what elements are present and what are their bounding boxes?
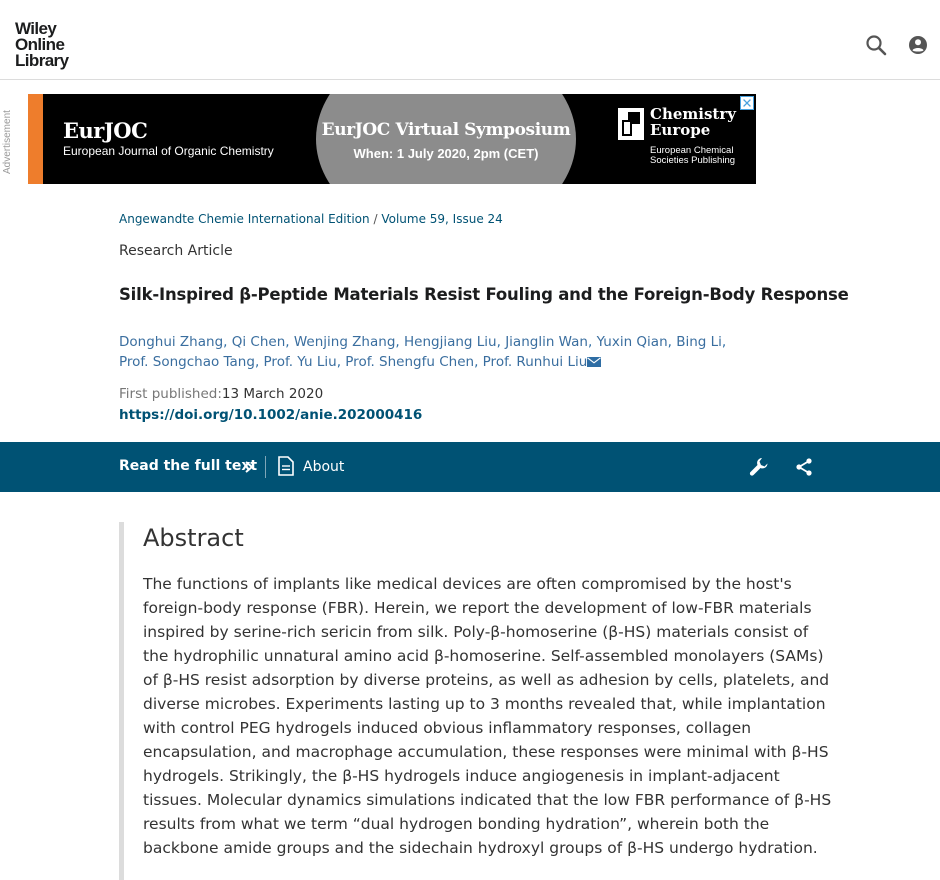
article-title: Silk-Inspired β-Peptide Materials Resist Fouling and the Foreign-Body Response	[119, 285, 849, 304]
ad-event-title: EurJOC Virtual Symposium	[321, 120, 571, 140]
share-icon[interactable]	[794, 457, 814, 477]
breadcrumb-issue-link[interactable]: Volume 59, Issue 24	[381, 212, 503, 226]
advertisement-label: Advertisement	[2, 110, 13, 174]
corresponding-author-mail-icon[interactable]	[587, 357, 601, 367]
author-link[interactable]: Qi Chen	[231, 334, 286, 350]
wiley-online-library-logo[interactable]	[15, 21, 68, 69]
ad-event-date: When: 1 July 2020, 2pm (CET)	[353, 146, 539, 161]
author-link[interactable]: Yuxin Qian	[596, 334, 668, 350]
abstract-text: The functions of implants like medical devices are often compromised by the host's foreign-body response (FBR). Herein, we report the development of low-FBR materials inspired by serine-rich sericin from silk. Poly-β-homoserine (β-HS) materials consist of the hydrophilic unnatural amino acid β-homoserine. Self-assembled monolayers (SAMs) of β-HS resist adsorption by diverse proteins, as well as adhesion by cells, platelets, and diverse microbes. Experiments lasting up to 3 months revealed that, while implantation with control PEG hydrogels induced obvious inflammatory responses, collagen encapsulation, and macrophage accumulation, these responses were minimal with β-HS hydrogels. Strikingly, the β-HS hydrogels induce angiogenesis in implant-adjacent tissues. Molecular dynamics simulations indicated that the low FBR performance of β-HS results from what we term “dual hydrogen bonding hydration”, wherein both the backbone amide groups and the sidechain hydroxyl groups of β-HS undergo hydration.	[143, 575, 832, 857]
author-link[interactable]: Jianglin Wan	[505, 334, 588, 350]
ad-publisher-sub-line-1: European Chemical	[650, 145, 734, 156]
abstract-heading: Abstract	[143, 524, 244, 552]
author-link[interactable]: Prof. Yu Liu	[263, 354, 337, 370]
logo-line-3: Library	[15, 51, 69, 70]
ad-accent-stripe	[28, 94, 43, 184]
doi-link[interactable]: https://doi.org/10.1002/anie.202000416	[119, 407, 423, 423]
author-list: Donghui Zhang, Qi Chen, Wenjing Zhang, Hengjiang Liu, Jianglin Wan, Yuxin Qian, Bing Li, Prof. Songchao Tang, Prof. Yu Liu, Prof. Shengfu Chen, Prof. Runhui Liu	[119, 334, 727, 370]
article-type: Research Article	[119, 243, 233, 259]
logo-line-1: Wiley	[15, 19, 57, 38]
author-link[interactable]: Prof. Shengfu Chen	[345, 354, 475, 370]
ad-publisher-name	[650, 106, 736, 138]
action-bar-divider	[265, 456, 266, 478]
author-link[interactable]: Hengjiang Liu	[403, 334, 497, 350]
logo-line-2: Online	[15, 35, 65, 54]
search-icon[interactable]	[864, 33, 888, 57]
ad-journal-name: European Journal of Organic Chemistry	[63, 144, 274, 158]
article-action-bar	[0, 442, 940, 492]
read-full-text-link[interactable]: Read the full text	[119, 458, 258, 474]
breadcrumb-separator: /	[373, 212, 378, 226]
chevron-right-icon	[243, 459, 255, 475]
ad-publisher-sub-line-2: Societies Publishing	[650, 155, 736, 166]
ad-publisher-line-1: Chemistry	[650, 105, 736, 123]
user-account-icon[interactable]	[906, 33, 930, 57]
ad-publisher-subtitle	[650, 146, 735, 166]
author-link[interactable]: Wenjing Zhang	[293, 334, 396, 350]
abstract-section	[119, 522, 839, 880]
author-link[interactable]: Bing Li	[676, 334, 722, 350]
ad-journal-abbrev: EurJOC	[63, 118, 148, 143]
about-link[interactable]: About	[303, 459, 345, 475]
document-icon[interactable]	[277, 456, 295, 476]
tools-wrench-icon[interactable]	[748, 456, 770, 478]
breadcrumb	[119, 212, 503, 226]
ad-banner[interactable]	[28, 94, 756, 184]
author-link[interactable]: Donghui Zhang	[119, 334, 224, 350]
author-link[interactable]: Prof. Runhui Liu	[482, 354, 588, 370]
ad-publisher-line-2: Europe	[650, 121, 711, 139]
first-published-date: 13 March 2020	[221, 386, 324, 402]
author-link[interactable]: Prof. Songchao Tang	[119, 354, 255, 370]
chemistry-europe-logo-icon	[618, 108, 644, 140]
first-published	[119, 386, 323, 402]
breadcrumb-journal-link[interactable]: Angewandte Chemie International Edition	[119, 212, 370, 226]
ad-close-icon[interactable]	[740, 96, 754, 110]
first-published-label: First published:	[119, 386, 222, 402]
site-header	[0, 0, 940, 80]
